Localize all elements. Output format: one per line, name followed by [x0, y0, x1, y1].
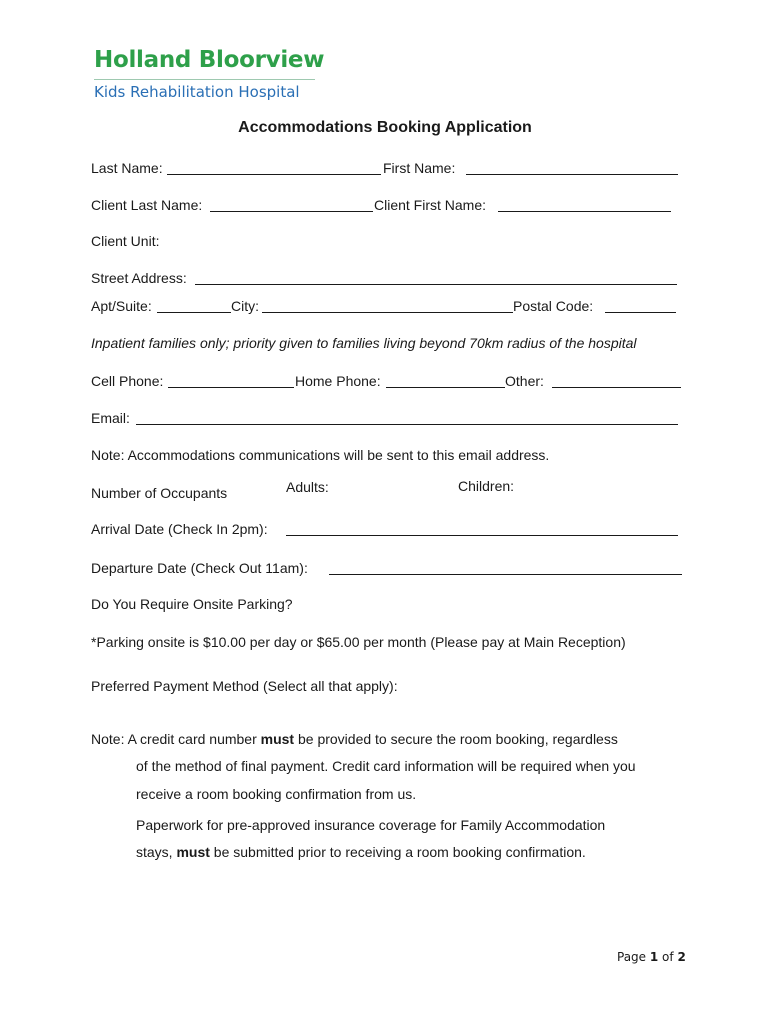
first-name-label: First Name:	[383, 160, 456, 176]
payment-method-label: Preferred Payment Method (Select all that apply):	[91, 678, 398, 694]
client-last-name-label: Client Last Name:	[91, 197, 203, 213]
email-field[interactable]	[136, 424, 678, 425]
departure-date-field[interactable]	[329, 574, 682, 575]
client-unit-label: Client Unit:	[91, 233, 160, 249]
eligibility-note: Inpatient families only; priority given to families living beyond 70km radius of the hospital	[91, 335, 637, 351]
home-phone-label: Home Phone:	[295, 373, 381, 389]
departure-date-label: Departure Date (Check Out 11am):	[91, 560, 308, 576]
insurance-note-emphasis: must	[176, 844, 210, 860]
credit-card-note-prefix: Note: A credit card number	[91, 731, 261, 747]
page-title: Accommodations Booking Application	[238, 119, 532, 136]
postal-code-field[interactable]	[605, 312, 676, 313]
logo-divider	[94, 79, 315, 80]
city-label: City:	[231, 298, 259, 314]
cell-phone-field[interactable]	[168, 387, 294, 388]
city-field[interactable]	[262, 312, 513, 313]
page-number-of: of	[658, 950, 678, 964]
children-label: Children:	[458, 478, 515, 494]
other-phone-label: Other:	[505, 373, 544, 389]
first-name-field[interactable]	[466, 174, 678, 175]
last-name-label: Last Name:	[91, 160, 163, 176]
other-phone-field[interactable]	[552, 387, 681, 388]
insurance-note-line2	[136, 844, 586, 861]
page-number	[617, 950, 686, 964]
hospital-logo-subtitle: Kids Rehabilitation Hospital	[94, 83, 300, 101]
hospital-logo-name: Holland Bloorview	[94, 47, 325, 73]
arrival-date-label: Arrival Date (Check In 2pm):	[91, 521, 268, 537]
credit-card-note	[91, 731, 618, 748]
apt-suite-label: Apt/Suite:	[91, 298, 152, 314]
client-first-name-label: Client First Name:	[374, 197, 487, 213]
credit-card-note-rest: be provided to secure the room booking, regardless	[294, 731, 618, 747]
client-last-name-field[interactable]	[210, 211, 373, 212]
adults-label: Adults:	[286, 479, 329, 495]
page-number-label: Page	[617, 950, 650, 964]
postal-code-label: Postal Code:	[513, 298, 594, 314]
home-phone-field[interactable]	[386, 387, 505, 388]
credit-card-note-line2: of the method of final payment. Credit card information will be required when you	[136, 758, 636, 774]
email-note: Note: Accommodations communications will be sent to this email address.	[91, 447, 550, 463]
page-number-total: 2	[677, 950, 686, 964]
parking-question: Do You Require Onsite Parking?	[91, 596, 293, 612]
parking-rate-note: *Parking onsite is $10.00 per day or $65.00 per month (Please pay at Main Reception)	[91, 634, 626, 650]
insurance-note-line1: Paperwork for pre-approved insurance coverage for Family Accommodation	[136, 817, 606, 833]
street-address-field[interactable]	[195, 284, 677, 285]
occupants-label: Number of Occupants	[91, 485, 228, 501]
apt-suite-field[interactable]	[157, 312, 231, 313]
page-number-current: 1	[649, 950, 659, 964]
credit-card-note-line3: receive a room booking confirmation from us.	[136, 786, 417, 802]
insurance-note-prefix: stays,	[136, 844, 177, 860]
credit-card-note-emphasis: must	[260, 731, 295, 747]
client-first-name-field[interactable]	[498, 211, 671, 212]
email-label: Email:	[91, 410, 130, 426]
insurance-note-rest: be submitted prior to receiving a room booking confirmation.	[209, 844, 586, 860]
cell-phone-label: Cell Phone:	[91, 373, 164, 389]
last-name-field[interactable]	[167, 174, 381, 175]
street-address-label: Street Address:	[91, 270, 187, 286]
arrival-date-field[interactable]	[286, 535, 678, 536]
